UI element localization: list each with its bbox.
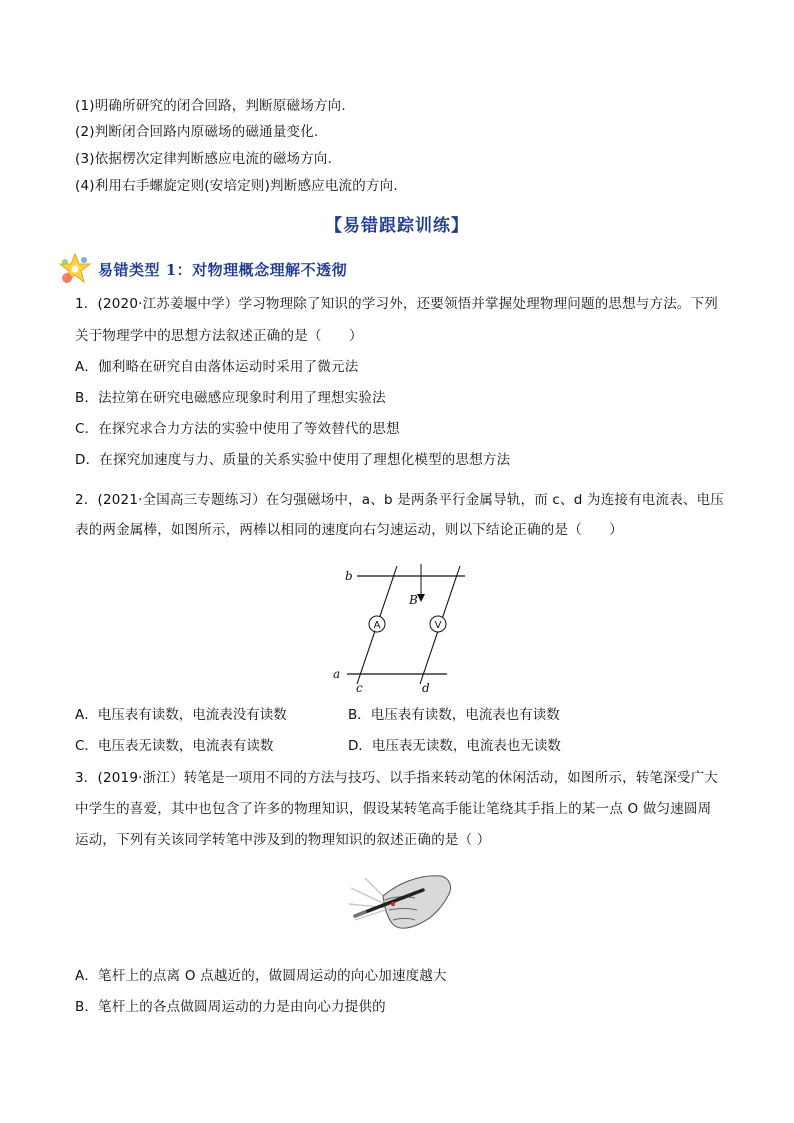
- step-2: (2)判断闭合回路内原磁场的磁通量变化.: [75, 124, 319, 140]
- q3-option-b: B．笔杆上的各点做圆周运动的力是由向心力提供的: [75, 999, 386, 1015]
- q1-stem-line-2: 关于物理学中的思想方法叙述正确的是（ ）: [75, 328, 363, 344]
- q2-stem-line-2: 表的两金属棒，如图所示，两棒以相同的速度向右匀速运动，则以下结论正确的是（ ）: [75, 522, 623, 538]
- q2-option-b: B．电压表有读数，电流表也有读数: [348, 707, 560, 723]
- q3-stem-line-2: 中学生的喜爱，其中也包含了许多的物理知识，假设某转笔高手能让笔绕其手指上的某一点 O 做匀速圆周: [75, 801, 712, 817]
- q1-stem-line-1: 1．(2020·江苏姜堰中学）学习物理除了知识的学习外，还要领悟并掌握处理物理问题的思想与方法。下列: [75, 296, 719, 312]
- section-title: 【易错跟踪训练】: [325, 216, 469, 236]
- voltmeter-label: V: [434, 620, 442, 631]
- error-type-title: 易错类型 1：对物理概念理解不透彻: [98, 260, 348, 279]
- label-b: b: [345, 569, 353, 583]
- pen-spinning-image: [345, 866, 455, 942]
- q1-option-d: D．在探究加速度与力、质量的关系实验中使用了理想化模型的思想方法: [75, 452, 511, 468]
- q3-stem-line-1: 3．(2019·浙江）转笔是一项用不同的方法与技巧、以手指来转动笔的休闲活动，如图所示，转笔深受广大: [75, 770, 719, 786]
- label-d: d: [422, 681, 430, 695]
- field-label: B: [409, 593, 418, 607]
- q3-option-a: A．笔杆上的点离 O 点越近的，做圆周运动的向心加速度越大: [75, 968, 447, 984]
- step-4: (4)利用右手螺旋定则(安培定则)判断感应电流的方向.: [75, 178, 398, 194]
- step-1: (1)明确所研究的闭合回路，判断原磁场方向.: [75, 98, 346, 114]
- q1-option-b: B．法拉第在研究电磁感应现象时利用了理想实验法: [75, 390, 386, 406]
- q2-option-c: C．电压表无读数，电流表有读数: [75, 738, 274, 754]
- q2-option-a: A．电压表有读数，电流表没有读数: [75, 707, 287, 723]
- q3-stem-line-3: 运动，下列有关该同学转笔中涉及到的物理知识的叙述正确的是（ ）: [75, 832, 491, 848]
- q2-stem-line-1: 2．(2021·全国高三专题练习）在匀强磁场中，a、b 是两条平行金属导轨，而 c、d 为连接有电流表、电压: [75, 492, 725, 508]
- star-icon: [58, 252, 92, 286]
- label-c: c: [356, 681, 363, 695]
- q1-option-a: A．伽利略在研究自由落体运动时采用了微元法: [75, 359, 359, 375]
- q1-option-c: C．在探究求合力方法的实验中使用了等效替代的思想: [75, 421, 400, 437]
- ammeter-label: A: [373, 620, 381, 631]
- field-arrowhead: [417, 594, 425, 602]
- error-type-header: [58, 256, 347, 282]
- label-a: a: [333, 667, 341, 681]
- rails-circuit-figure: [325, 558, 475, 696]
- step-3: (3)依据楞次定律判断感应电流的磁场方向.: [75, 151, 333, 167]
- q2-option-d: D．电压表无读数，电流表也无读数: [348, 738, 561, 754]
